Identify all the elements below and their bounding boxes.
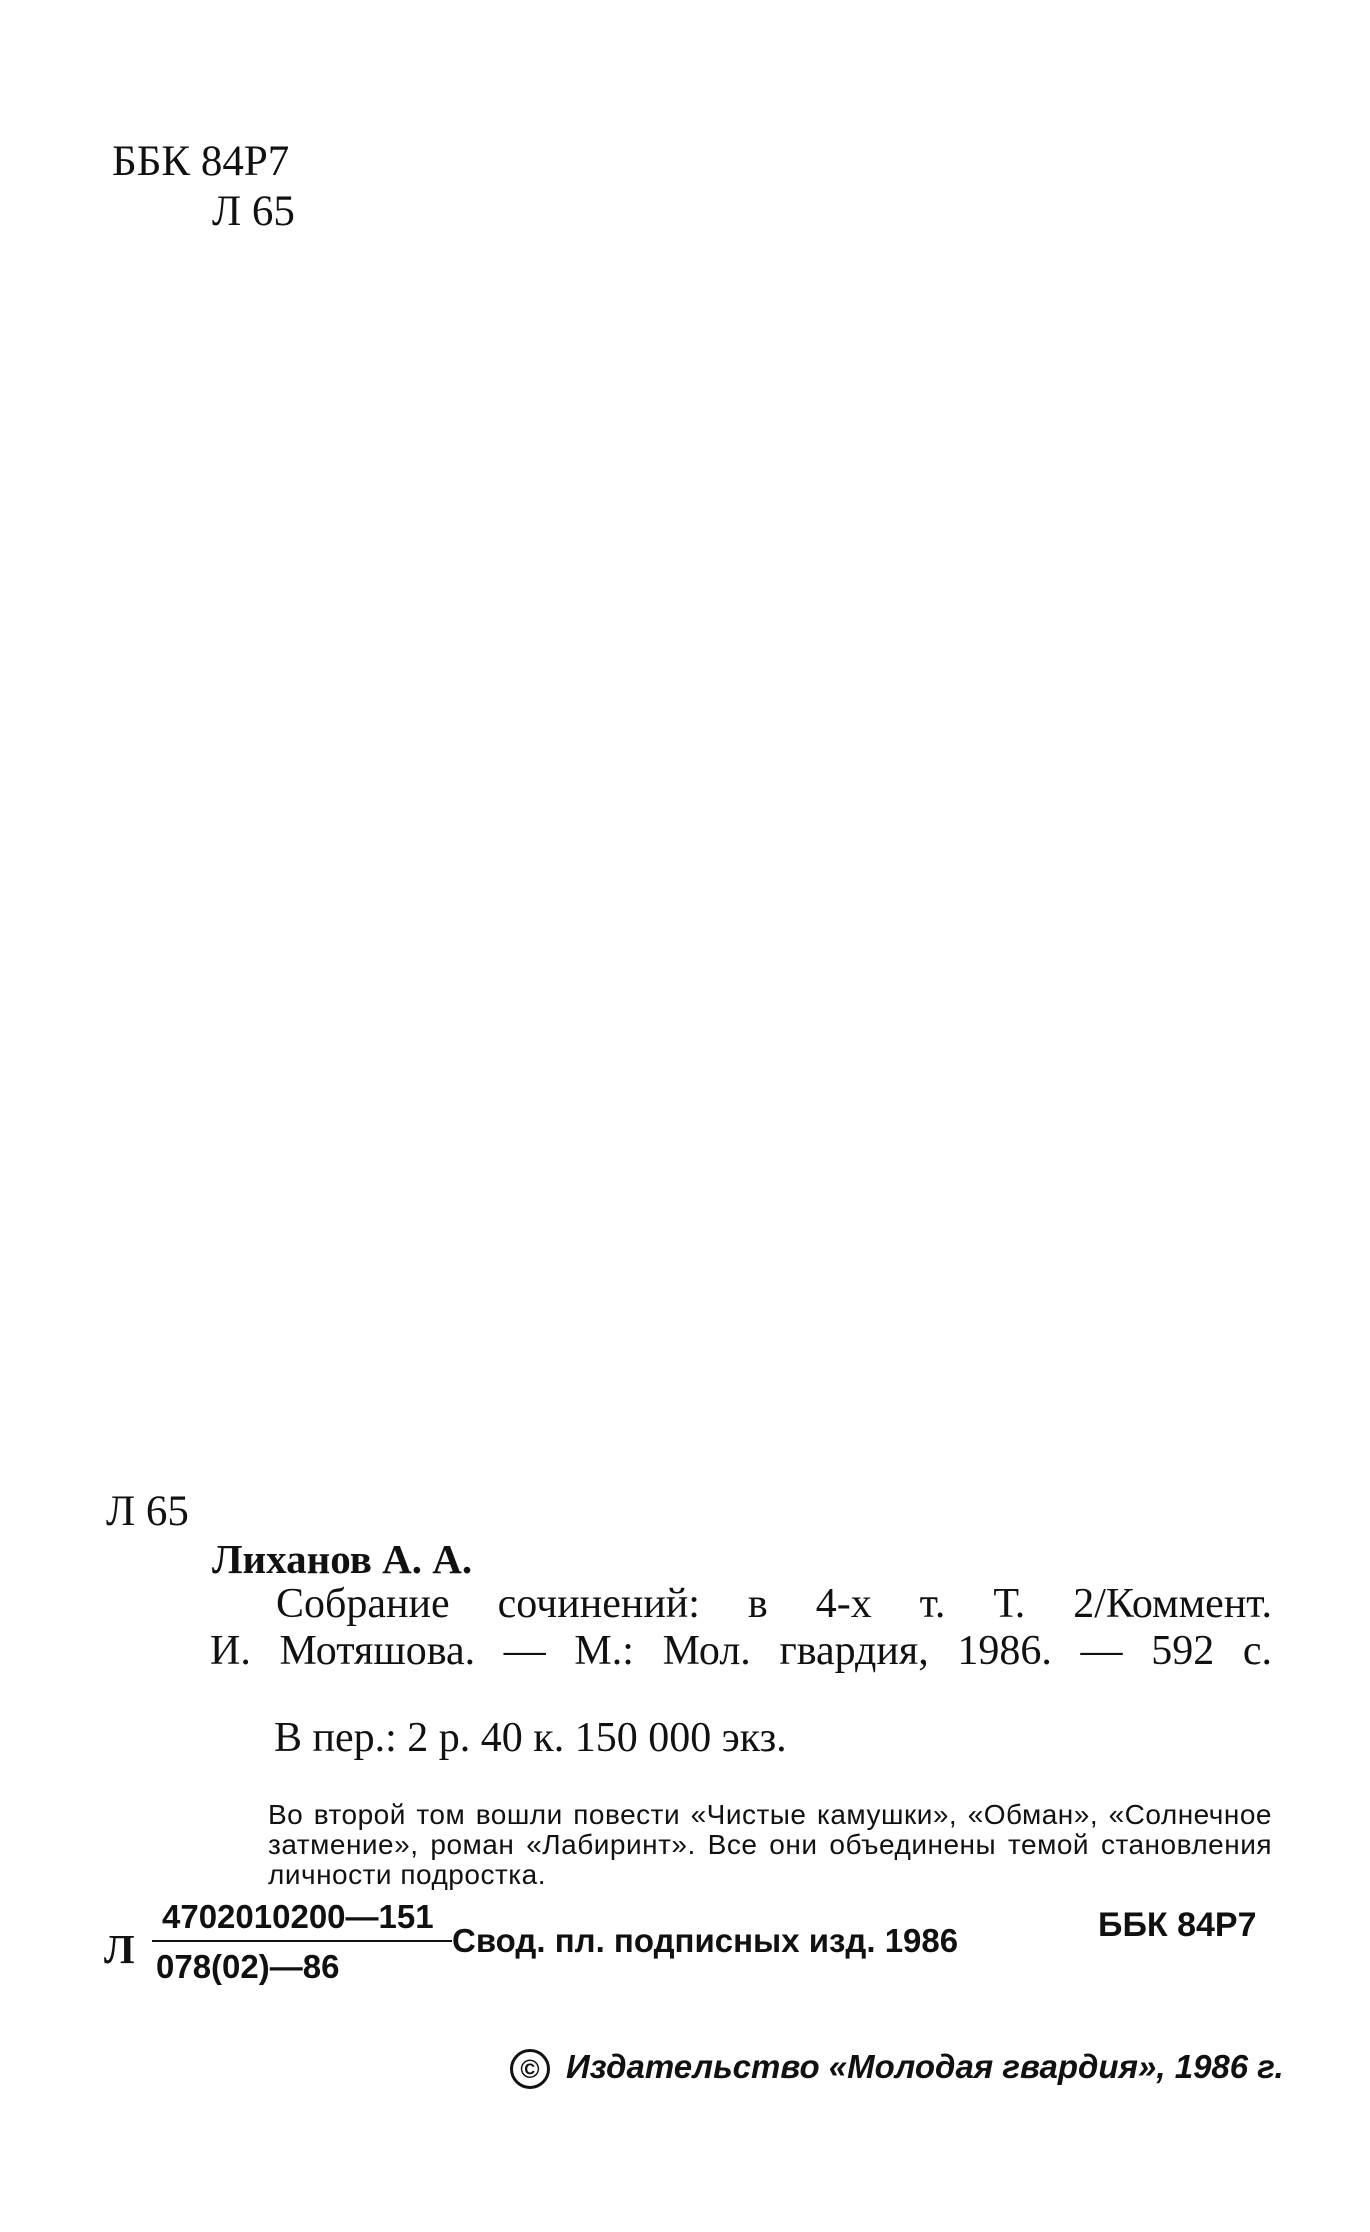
card-author-code: Л 65	[106, 1488, 189, 1535]
copyright-icon: ©	[510, 2049, 550, 2089]
top-bbk-code: ББК 84Р7	[112, 138, 290, 185]
fraction-numerator: 4702010200—151	[162, 1898, 434, 1935]
card-bbk-right: ББК 84Р7	[1098, 1906, 1257, 1944]
fraction-letter: Л	[104, 1926, 135, 1972]
card-description-line-2: И. Мотяшова. — М.: Мол. гвардия, 1986. — 592 с.	[210, 1628, 1272, 1674]
fraction-denominator: 078(02)—86	[156, 1948, 340, 1985]
copyright-line	[510, 2047, 1284, 2089]
fraction-line	[152, 1940, 452, 1942]
card-price: В пер.: 2 р. 40 к. 150 000 экз.	[274, 1715, 787, 1761]
copyright-text: Издательство «Молодая гвардия», 1986 г.	[566, 2048, 1284, 2085]
card-description-line-1: Собрание сочинений: в 4-х т. Т. 2/Коммент.	[276, 1581, 1272, 1627]
fraction-text: Свод. пл. подписных изд. 1986	[452, 1922, 959, 1959]
card-annotation: Во второй том вошли повести «Чистые камушки», «Обман», «Солнечное затмение», роман «Лабиринт». Все они объединены темой становления личности подростка.	[268, 1799, 1272, 1890]
top-author-code: Л 65	[212, 188, 295, 235]
card-author: Лиханов А. А.	[212, 1536, 473, 1582]
